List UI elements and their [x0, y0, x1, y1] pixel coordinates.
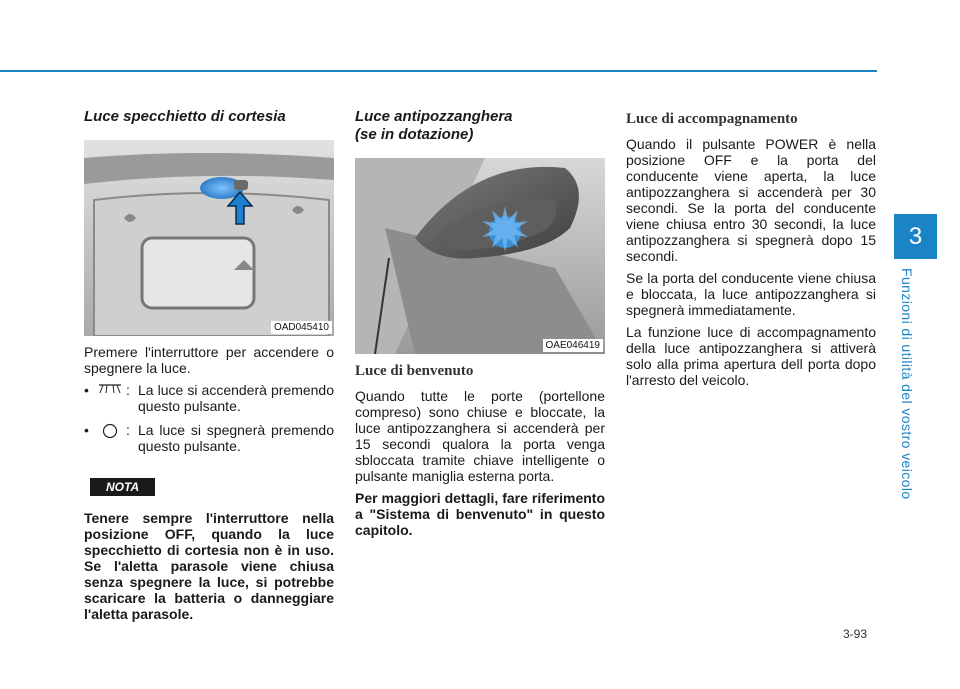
page-number: 3-93 — [843, 627, 868, 641]
chapter-tab — [894, 214, 937, 259]
door-light-icon — [97, 383, 123, 395]
subheading-escort: Luce di accompagnamento — [626, 111, 798, 127]
escort-paragraph-2: Se la porta del conducente viene chiusa e bloccata, la luce antipozzanghera si spegnerà immediatamente. — [626, 270, 876, 318]
chapter-title: Funzioni di utilità del vostro veicolo — [899, 268, 915, 500]
chapter-number: 3 — [908, 222, 923, 250]
circle-off-icon — [102, 423, 118, 439]
column-escort-light — [626, 110, 876, 394]
list-item: • : La luce si accenderà premendo questo pulsante. — [84, 382, 334, 414]
heading-line-2: (se in dotazione) — [355, 126, 474, 143]
vanity-intro: Premere l'interruttore per accendere o spegnere la luce. — [84, 344, 334, 376]
figure-code: OAD045410 — [271, 321, 332, 334]
bullet-text: La luce si accenderà premendo questo pulsante. — [138, 382, 334, 414]
column-puddle-light — [355, 108, 605, 538]
column-vanity-light — [84, 108, 334, 622]
note-label: NOTA — [90, 478, 155, 496]
note-text: Tenere sempre l'interruttore nella posizione OFF, quando la luce specchietto di cortesia non è in uso. Se l'aletta parasole viene chiusa senza spegnere la luce, si potrebbe scaricare la batteria o danneggiare l'aletta parasole. — [84, 510, 334, 622]
header-rule — [0, 70, 877, 72]
side-mirror-illustration — [355, 158, 605, 354]
heading-line-1: Luce antipozzanghera — [355, 108, 513, 125]
figure-vanity-mirror — [84, 140, 334, 336]
welcome-reference: Per maggiori dettagli, fare riferimento a "Sistema di benvenuto" in questo capitolo. — [355, 490, 605, 538]
figure-code: OAE046419 — [543, 339, 604, 352]
section-heading-puddle — [355, 108, 605, 144]
escort-paragraph-1: Quando il pulsante POWER è nella posizione OFF e la porta del conducente viene aperta, la luce antipozzanghera si accenderà per 30 secondi. Se la porta del conducente viene chiusa entro 30 secondi, la luce antipozzanghera si spegnerà dopo 15 secondi. — [626, 136, 876, 264]
subheading-welcome: Luce di benvenuto — [355, 363, 474, 379]
figure-puddle-lamp — [355, 158, 605, 354]
list-item: • : La luce si spegnerà premendo questo pulsante. — [84, 422, 334, 454]
sun-visor-illustration — [84, 140, 334, 336]
section-heading-vanity: Luce specchietto di cortesia — [84, 108, 286, 125]
escort-paragraph-3: La funzione luce di accompagnamento della luce antipozzanghera si attiverà solo alla prima apertura dell porta dopo l'arresto del veicolo. — [626, 324, 876, 388]
welcome-paragraph: Quando tutte le porte (portellone compreso) sono chiuse e bloccate, la luce antipozzanghera si accenderà per 15 secondi qualora la porta venga sbloccata tramite chiave intelligente o pulsante maniglia esterna porta. — [355, 388, 605, 484]
bullet-text: La luce si spegnerà premendo questo pulsante. — [138, 422, 334, 454]
